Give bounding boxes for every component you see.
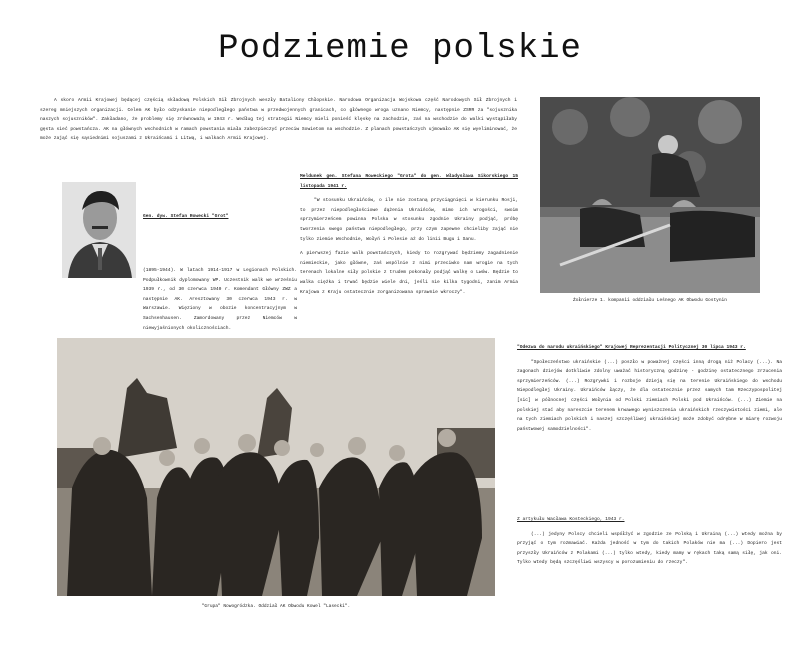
- order-heading: "Odezwa do narodu ukraińskiego" Krajowej Reprezentacji Politycznej 30 lipca 1943 r.: [517, 345, 746, 350]
- partisans-photo-caption: "Grupa" Nowogródzka. Oddział AK Obwodu Kowel "Lasecki".: [201, 604, 351, 609]
- bio-text-block: [55, 214, 297, 338]
- soldiers-image: [540, 97, 760, 293]
- letter-text-block: [300, 172, 518, 302]
- order-text-block: [517, 343, 782, 439]
- partisans-image: [57, 338, 495, 596]
- soldiers-photo-caption: Żołnierze 1. kompanii oddziału Leśnego AK Obwodu Gostynin: [573, 298, 727, 303]
- letter-heading: Meldunek gen. Stefana Roweckiego "Grota" do gen. Władysława Sikorskiego 15 listopada 1941 r.: [300, 174, 518, 189]
- soldiers-photo: [540, 97, 760, 293]
- order-paragraph: "Społeczeństwo ukraińskie (...) poszło w poważnej części inną drogą niż Polacy (...). Na zagonach dziejów dotkliwie zdolny uważać historyczną godzinę - godzinę ostatecznego zrzucenia sprzymierzeńców. (...) Rozgrywki i rozboje dzieją się na terenie Ukraińskiego do wschodu Niepodległej Ukrainy. Ukraińców łączy, że dla ostatecznie przez samych tam Rzeczypospolitej [sic] w północnej części Wołynia od Polski ziemiach Polski pod Ukraińców. (...) Ziemie na polskiej stać aby nareszcie terenem krwawego wyniszczenia ukraińskich rzeczywistości ziemi, ale na tych ziemiach polskich i naszej szczęśliwej ukraińskiej może zdobyć odrębne w miarę rozwoju państwowej samodzielności".: [517, 359, 782, 432]
- intro-paragraph: A skoro Armii Krajowej będącej częścią składową Polskich Sił Zbrojnych weszły Bataliony Chłopskie. Narodowa Organizacja Wojskowa część Narodowych Sił Zbrojnych i szereg mniejszych organizacji. Celem AK było odzyskanie niepodległego państwa w przedwojennych granicach, co głównego wroga uznano Niemcy, następnie ZSRR za "sojusznika naszych sojuszników". Zakładano, że problemy się zrównoważą w 1943 r. Według tej strategii Niemcy mieli ponieść klęskę na zachodzie, zaś na wschodzie do walki wystąpiłaby gęsta sieć powstańcza. AK na głównych wschodnich w ramach powstania miała zabezpieczyć przeciw Sowietom na wschodzie. Z planach powstańczych ujmowało AK się wyeliminować, że może zająć się sąsiednimi sojuszami z Ukraińcami i Litwą, i walkach Armii Krajowej.: [40, 98, 517, 142]
- quote2-text-block: [517, 515, 782, 573]
- bio-name: Gen. dyw. Stefan Rowecki "Grot": [143, 214, 229, 219]
- page-title: Podziemie polskie: [218, 30, 582, 68]
- portrait-photo-rowecki: [62, 182, 136, 278]
- quote2-heading: Z artykułu Wacława Kosteckiego, 1943 r.: [517, 517, 625, 522]
- quote2-paragraph: (...) jedyny Polscy chcieli współżyć w zgodzie ze Polską i Ukrainą (...) wtedy można by przyjąć o tym rozmawiać. Każda jedność w tym do takich Polaków nie ma (...) Dopiero jest przyszły Ukraińców z Polakami (...) tylko wtedy, kiedy mamy w rękach taką samą siłę, jak oni. Tylko wtedy będą szczęśliwi wszyscy w porozumieniu do rzeczy".: [517, 531, 782, 566]
- bio-paragraph: (1895-1944). W latach 1914-1917 w Legionach Polskich. Podpułkownik dyplomowany WP. Uczestnik walk we wrześniu 1939 r., od 30 czerwca 1940 r. Komendant Główny ZWZ a następnie AK. Aresztowany 30 czerwca 1943 r. w Warszawie. Więziony w obozie koncentracyjnym w Sachsenhausen. Zamordowany przez Niemców w niewyjaśnionych okolicznościach.: [143, 268, 297, 331]
- intro-text-block: [40, 96, 517, 149]
- partisans-photo: [57, 338, 495, 596]
- letter-paragraph-2: A pierwszej fazie walk powstańczych, kiedy to rozgrywać będziemy zagadnienie niemieckie, jako główne, zaś wspólnie z nimi przeciwko nam wrogie na tych terenach lokalne siły polskie z trudem pokonały podjąć walkę o Lwów. Będzie to walka ciężka i trwać będzie wiele dni, jeśli nie kilka tygodni, zanim Armia Krajowa z Kraju ostatecznie zorganizowana sprawnie wkroczy".: [300, 251, 518, 295]
- letter-paragraph-1: "W stosunku Ukraińców, o ile nie zostaną przyciągnięci w kierunku Rosji, to przez niepodległościowe dążenia Ukraińców, mimo ich wrogości, swoim sprzymierzeńcem powinna Polska w stosunku zgodnie Ukrainy podjąć, próbę tworzenia swego państwa niepodległego, przy czym zapewne chcieliby zająć nie tylko ziemie Wschodnie, Wołyń i Polesie aż do linii Bugu i Sanu.: [300, 198, 518, 242]
- portrait-image: [62, 182, 136, 278]
